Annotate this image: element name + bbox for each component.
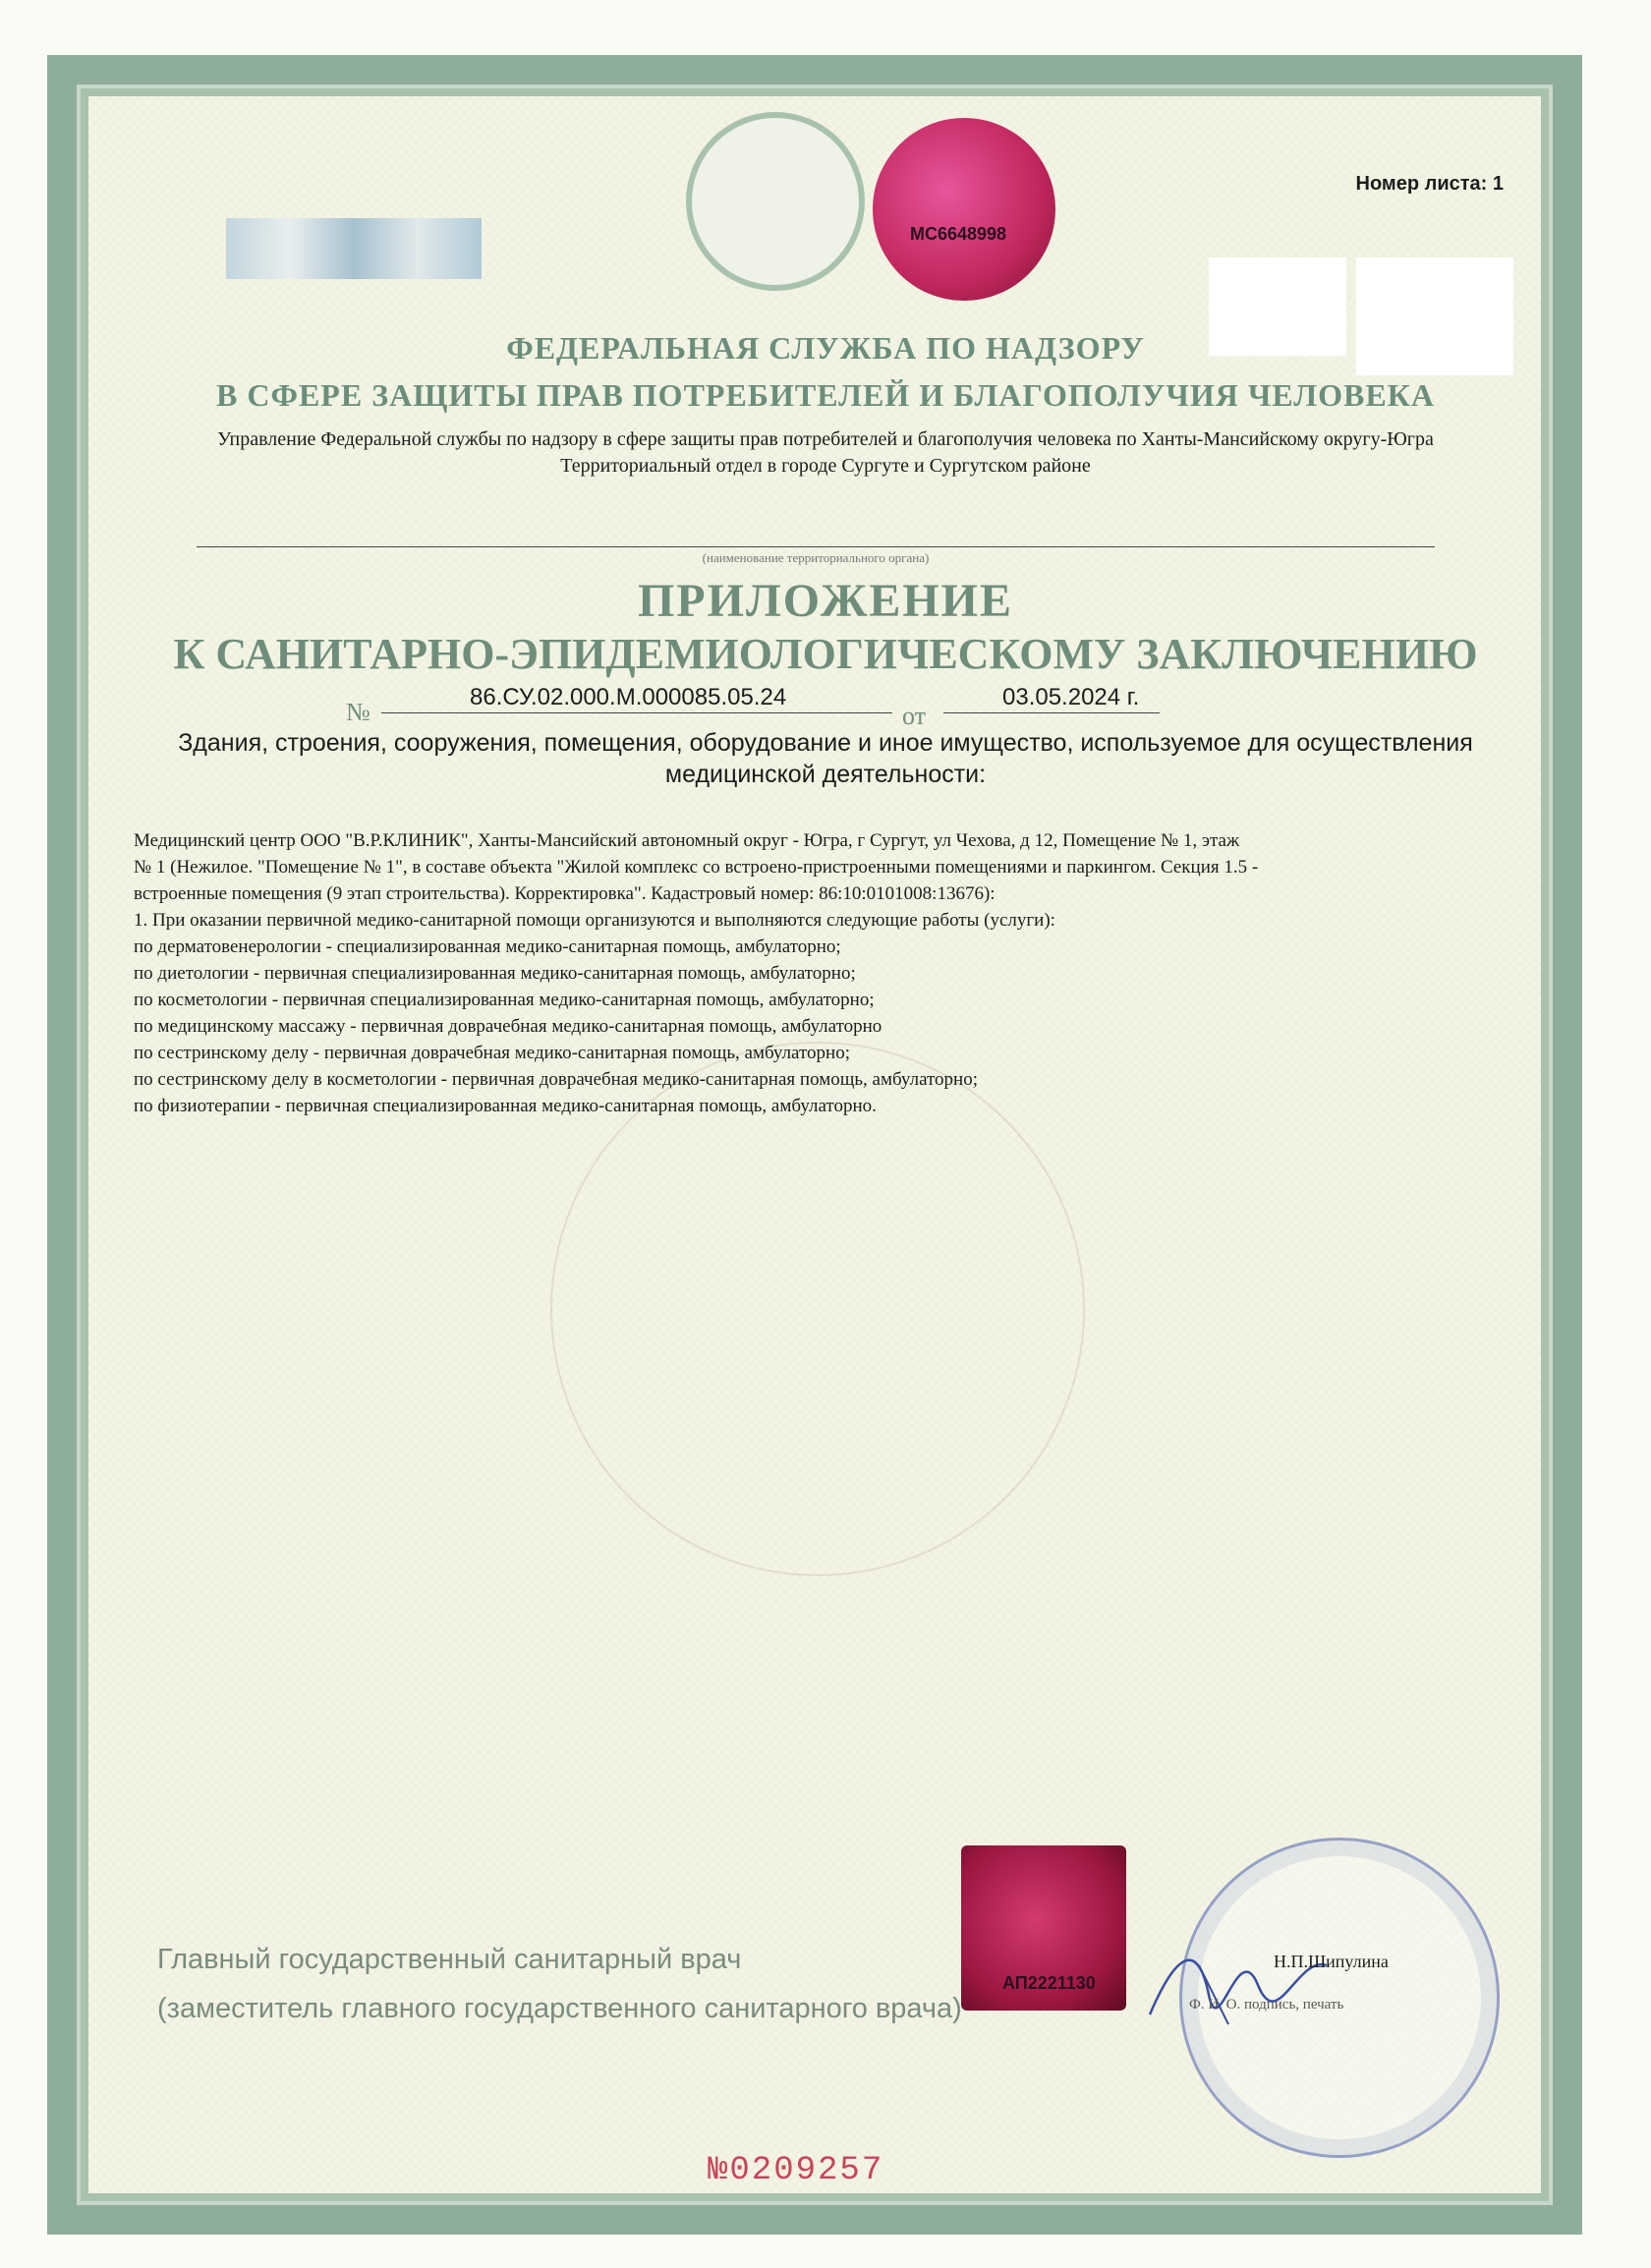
top-hologram-seal — [873, 118, 1055, 301]
organ-caption: (наименование территориального органа) — [702, 550, 930, 565]
body-line: по диетологии - первичная специализированная медико-санитарная помощь, амбулаторно; — [134, 963, 856, 984]
organ-underline — [197, 546, 1435, 547]
date-label: от — [902, 702, 927, 730]
hologram-strip — [226, 218, 482, 279]
date-underline — [943, 712, 1160, 713]
bottom-hologram-code: АП2221130 — [1002, 1973, 1096, 1993]
body-line: 1. При оказании первичной медико-санитарной помощи организуются и выполняются следующие работы (услуги): — [134, 910, 1055, 931]
body-line: Медицинский центр ООО "В.Р.КЛИНИК", Ханты-Мансийский автономный округ - Югра, г Сургут, ул Чехова, д 12, Помещение № 1, этаж — [134, 830, 1240, 851]
coat-of-arms-emblem — [686, 112, 865, 291]
document-subtitle: К САНИТАРНО-ЭПИДЕМИОЛОГИЧЕСКОМУ ЗАКЛЮЧЕНИЮ — [173, 630, 1478, 678]
signer-name: Н.П.Шипулина — [1274, 1952, 1389, 1971]
body-line: по сестринскому делу - первичная доврачебная медико-санитарная помощь, амбулаторно; — [134, 1043, 850, 1063]
agency-title-line1: ФЕДЕРАЛЬНАЯ СЛУЖБА ПО НАДЗОРУ — [506, 330, 1145, 366]
number-underline — [381, 712, 892, 713]
conclusion-number: 86.СУ.02.000.М.000085.05.24 — [470, 684, 787, 710]
object-description: Здания, строения, сооружения, помещения, оборудование и иное имущество, используемое для осуществления медицинской деятельности: — [178, 729, 1473, 788]
territorial-organ: Управление Федеральной службы по надзору в сфере защиты прав потребителей и благополучия человека по Ханты-Мансийскому округу-Югра Территориальный отдел в городе Сургуте и Сургутском районе — [217, 428, 1434, 477]
document-title: ПРИЛОЖЕНИЕ — [637, 575, 1014, 627]
agency-title-line2: В СФЕРЕ ЗАЩИТЫ ПРАВ ПОТРЕБИТЕЛЕЙ И БЛАГОПОЛУЧИЯ ЧЕЛОВЕКА — [216, 377, 1435, 413]
signatory-role-alt: (заместитель главного государственного санитарного врача) — [157, 1993, 962, 2024]
top-hologram-code: МС6648998 — [910, 224, 1007, 244]
body-text — [134, 827, 1500, 1119]
conclusion-date: 03.05.2024 г. — [1002, 684, 1140, 710]
body-line: по медицинскому массажу - первичная доврачебная медико-санитарная помощь, амбулаторно — [134, 1016, 882, 1037]
background-watermark — [550, 1042, 1085, 1576]
signature-caption: Ф. И. О. подпись, печать — [1189, 1997, 1344, 2013]
handwritten-signature — [1140, 1926, 1337, 2044]
body-line: по физиотерапии - первичная специализированная медико-санитарная помощь, амбулаторно. — [134, 1096, 877, 1116]
serial-number: №0209257 — [708, 2152, 884, 2189]
number-label: № — [346, 698, 370, 726]
body-line: по косметологии - первичная специализированная медико-санитарная помощь, амбулаторно; — [134, 990, 875, 1010]
body-line: № 1 (Нежилое. "Помещение № 1", в составе объекта "Жилой комплекс со встроено-пристроенными помещениями и паркингом. Секция 1.5 - — [134, 857, 1259, 878]
body-line: по сестринскому делу в косметологии - первичная доврачебная медико-санитарная помощь, амбулаторно; — [134, 1069, 979, 1090]
signatory-role: Главный государственный санитарный врач — [157, 1944, 742, 1975]
body-line: по дерматовенерологии - специализированная медико-санитарная помощь, амбулаторно; — [134, 936, 841, 957]
sheet-number: Номер листа: 1 — [1355, 173, 1504, 195]
body-line: встроенные помещения (9 этап строительства). Корректировка". Кадастровый номер: 86:10:0101008:13676): — [134, 883, 996, 904]
